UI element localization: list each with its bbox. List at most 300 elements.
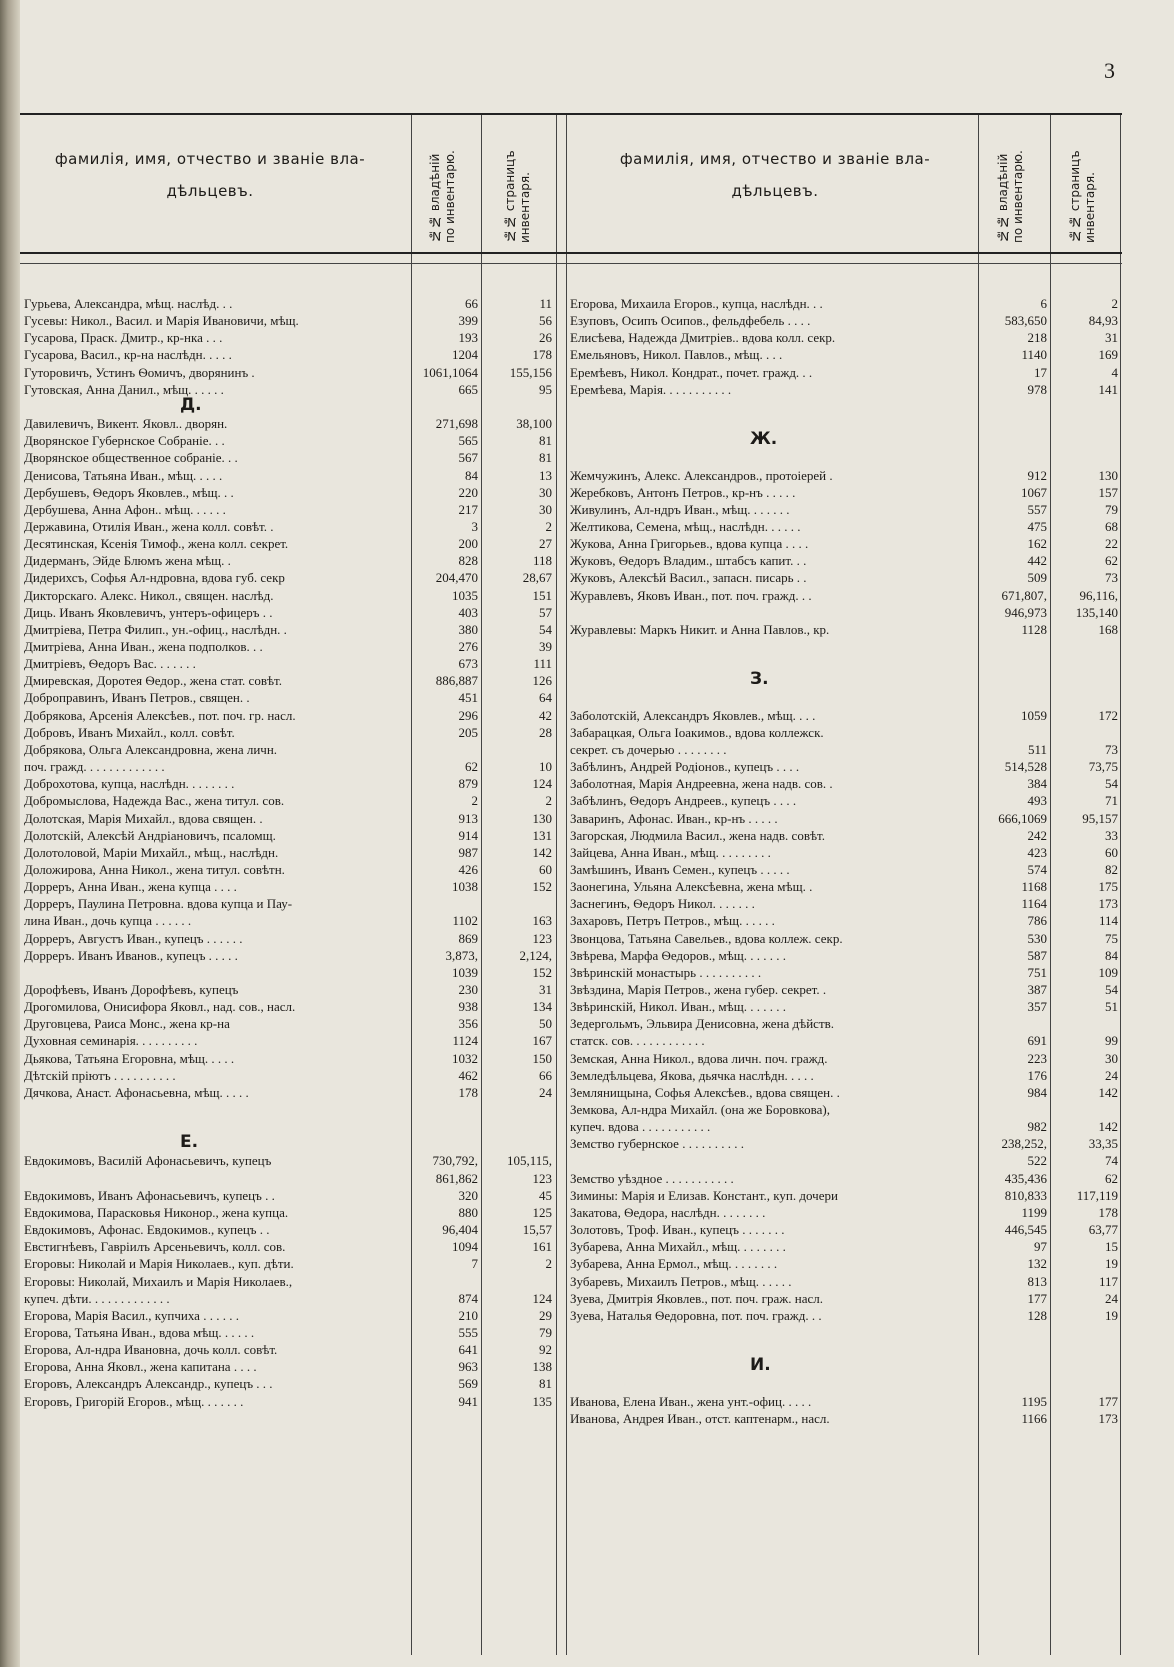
inventory-page-number: 2 (545, 519, 552, 534)
inventory-page-number: 167 (532, 1033, 552, 1048)
inventory-page-number: 2 (1111, 296, 1118, 311)
inventory-page-number: 161 (532, 1239, 552, 1254)
inventory-page-number: 84 (1105, 948, 1118, 963)
property-number: 530 (1027, 931, 1047, 946)
property-number: 399 (458, 313, 478, 328)
property-number: 162 (1027, 536, 1047, 551)
inventory-page-number: 123 (532, 931, 552, 946)
table-row (20, 1118, 1120, 1135)
owner-name: Долотская, Марія Михайл., вдова священ. . (24, 811, 263, 826)
owner-name: Гутовская, Анна Данил., мѣщ. . . . . . (24, 382, 224, 397)
property-number: 913 (458, 811, 478, 826)
inventory-page-number: 178 (1098, 1205, 1118, 1220)
property-number: 978 (1027, 382, 1047, 397)
table-row (20, 312, 1120, 329)
property-number: 178 (458, 1085, 478, 1100)
property-number: 387 (1027, 982, 1047, 997)
property-number: 1032 (452, 1051, 478, 1066)
table-row (20, 912, 1120, 929)
owner-name: Евдокимовъ, Афонас. Евдокимов., купецъ . . (24, 1222, 270, 1237)
table-row (20, 758, 1120, 775)
inventory-page-number: 33 (1105, 828, 1118, 843)
owner-name: Забѣлинъ, Андрей Родіонов., купецъ . . . . (570, 759, 800, 774)
owner-name: Жуковъ, Ѳедоръ Владим., штабсъ капит. . . (570, 553, 807, 568)
table-row (20, 1221, 1120, 1238)
inventory-page-number: 54 (539, 622, 552, 637)
owner-name: Егоровы: Николай и Марія Николаев., куп. дѣти. (24, 1256, 294, 1271)
property-number: 210 (458, 1308, 478, 1323)
inventory-page-number: 142 (532, 845, 552, 860)
owner-name: Дидерихсъ, Софья Ал-ндровна, вдова губ. секр (24, 570, 285, 585)
owner-name: Жеребковъ, Антонъ Петров., кр-нъ . . . . . (570, 485, 796, 500)
property-number: 7 (471, 1256, 478, 1271)
inventory-page-number: 173 (1098, 896, 1118, 911)
property-number: 557 (1027, 502, 1047, 517)
property-number: 861,862 (435, 1171, 478, 1186)
section-letter: Е. (180, 1132, 199, 1152)
owner-name: Емельяновъ, Никол. Павлов., мѣщ. . . . (570, 347, 783, 362)
property-number: 128 (1027, 1308, 1047, 1323)
owner-name: Денисова, Татьяна Иван., мѣщ. . . . . (24, 468, 223, 483)
owner-name: Загорская, Людмила Васил., жена надв. совѣт. (570, 828, 825, 843)
inventory-page-number: 75 (1105, 931, 1118, 946)
property-number: 230 (458, 982, 478, 997)
table-row (20, 587, 1120, 604)
property-number: 2 (471, 793, 478, 808)
inventory-page-number: 163 (532, 913, 552, 928)
inventory-page-number: 142 (1098, 1085, 1118, 1100)
table-row (20, 1307, 1120, 1324)
owner-name: Заболотскій, Александръ Яковлев., мѣщ. . . . (570, 708, 816, 723)
property-number: 193 (458, 330, 478, 345)
table-row (20, 861, 1120, 878)
right-page-column-header: №№ страницъ инвентаря. (1068, 150, 1097, 243)
table-row (20, 1101, 1120, 1118)
table-row (20, 1290, 1120, 1307)
property-number: 912 (1027, 468, 1047, 483)
inventory-page-number: 60 (1105, 845, 1118, 860)
owner-name: Долотоловой, Маріи Михайл., мѣщ., наслѣдн. (24, 845, 279, 860)
table-row (20, 1358, 1120, 1375)
inventory-page-number: 135 (532, 1394, 552, 1409)
inventory-page-number: 117,119 (1076, 1188, 1118, 1203)
inventory-page-number: 45 (539, 1188, 552, 1203)
property-number: 423 (1027, 845, 1047, 860)
property-number: 914 (458, 828, 478, 843)
owner-name: Золотовъ, Троф. Иван., купецъ . . . . . . . (570, 1222, 785, 1237)
table-row (20, 1324, 1120, 1341)
owner-name: Дячкова, Анаст. Афонасьевна, мѣщ. . . . . (24, 1085, 249, 1100)
owner-name: Еремѣевъ, Никол. Кондрат., почет. гражд. . . (570, 365, 813, 380)
table-row (20, 552, 1120, 569)
inventory-page-number: 124 (532, 776, 552, 791)
owner-name: Закатова, Ѳедора, наслѣдн. . . . . . . . (570, 1205, 766, 1220)
property-number: 509 (1027, 570, 1047, 585)
inventory-page-number: 54 (1105, 776, 1118, 791)
table-row (20, 724, 1120, 741)
property-number: 786 (1027, 913, 1047, 928)
table-row (20, 878, 1120, 895)
owner-name: Добромыслова, Надежда Вас., жена титул. сов. (24, 793, 285, 808)
section-letter: Д. (180, 395, 202, 415)
right-name-column-header: фамилія, имя, отчество и званіе вла- дѣльцевъ. (619, 150, 931, 200)
page-binding-edge (0, 0, 20, 1667)
owner-name: Дмитріева, Петра Филип., ун.-офиц., наслѣдн. . (24, 622, 287, 637)
owner-name: Державина, Отилія Иван., жена колл. совѣт. . (24, 519, 274, 534)
owner-name: Зубарева, Анна Михайл., мѣщ. . . . . . . . (570, 1239, 786, 1254)
property-number: 1059 (1021, 708, 1047, 723)
property-number: 493 (1027, 793, 1047, 808)
table-row (20, 604, 1120, 621)
inventory-page-number: 4 (1111, 365, 1118, 380)
inventory-page-number: 130 (532, 811, 552, 826)
table-row (20, 449, 1120, 466)
property-number: 132 (1027, 1256, 1047, 1271)
inventory-page-number: 38,100 (516, 416, 552, 431)
inventory-page-number: 51 (1105, 999, 1118, 1014)
owner-name: Земледѣльцева, Якова, дьячка наслѣдн. . . . . (570, 1068, 814, 1083)
owner-name: Егоровъ, Григорій Егоров., мѣщ. . . . . . . (24, 1394, 244, 1409)
inventory-page-number: 96,116, (1079, 588, 1118, 603)
owners-index-table (20, 113, 1122, 1655)
owner-name: Замѣшинъ, Иванъ Семен., купецъ . . . . . (570, 862, 790, 877)
owner-name: Дмитріева, Анна Иван., жена подполков. . . (24, 639, 263, 654)
property-number: 238,252, (1001, 1136, 1047, 1151)
inventory-page-number: 39 (539, 639, 552, 654)
inventory-page-number: 2 (545, 793, 552, 808)
property-number: 1039 (452, 965, 478, 980)
inventory-page-number: 11 (539, 296, 552, 311)
table-row (20, 1170, 1120, 1187)
property-number: 880 (458, 1205, 478, 1220)
owner-name: Евдокимовъ, Иванъ Афонасьевичъ, купецъ . . (24, 1188, 275, 1203)
property-number: 869 (458, 931, 478, 946)
inventory-page-number: 30 (1105, 1051, 1118, 1066)
property-number: 982 (1027, 1119, 1047, 1134)
property-number: 555 (458, 1325, 478, 1340)
property-number: 296 (458, 708, 478, 723)
property-number: 810,833 (1004, 1188, 1047, 1203)
owner-name: Звѣринскій, Никол. Иван., мѣщ. . . . . . . (570, 999, 786, 1014)
owner-name: Журавлевы: Маркъ Никит. и Анна Павлов., кр. (570, 622, 830, 637)
table-row (20, 827, 1120, 844)
table-row (20, 689, 1120, 706)
property-number: 1199 (1021, 1205, 1047, 1220)
inventory-page-number: 138 (532, 1359, 552, 1374)
property-number: 666,1069 (998, 811, 1047, 826)
inventory-page-number: 81 (539, 1376, 552, 1391)
table-row (20, 964, 1120, 981)
inventory-page-number: 19 (1105, 1308, 1118, 1323)
owner-name: Иванова, Елена Иван., жена унт.-офиц. . . . . (570, 1394, 812, 1409)
owner-name: Звонцова, Татьяна Савельев., вдова коллеж. секр. (570, 931, 843, 946)
owner-name: Зубаревъ, Михаилъ Петров., мѣщ. . . . . . (570, 1274, 792, 1289)
inventory-page-number: 28,67 (522, 570, 552, 585)
inventory-page-number: 27 (539, 536, 552, 551)
inventory-page-number: 10 (539, 759, 552, 774)
inventory-page-number: 31 (1105, 330, 1118, 345)
table-row (20, 346, 1120, 363)
inventory-page-number: 63,77 (1088, 1222, 1118, 1237)
owner-name: Доброхотова, купца, наслѣдн. . . . . . . . (24, 776, 235, 791)
owner-name: Диць. Иванъ Яковлевичъ, унтеръ-офицеръ . . (24, 605, 273, 620)
inventory-page-number: 135,140 (1075, 605, 1118, 620)
owner-name: Еремѣева, Марія. . . . . . . . . . . (570, 382, 732, 397)
table-row (20, 741, 1120, 758)
inventory-page-number: 2,124, (519, 948, 552, 963)
owner-name: Захаровъ, Петръ Петров., мѣщ. . . . . . (570, 913, 775, 928)
owner-name: Духовная семинарія. . . . . . . . . . (24, 1033, 198, 1048)
inventory-page-number: 73 (1105, 742, 1118, 757)
owner-name: Евдокимова, Парасковья Никонор., жена купца. (24, 1205, 289, 1220)
table-row (20, 501, 1120, 518)
owner-name: статск. сов. . . . . . . . . . . . (570, 1033, 705, 1048)
table-row (20, 1084, 1120, 1101)
owner-name: Заболотная, Марія Андреевна, жена надв. сов. . (570, 776, 833, 791)
property-number: 941 (458, 1394, 478, 1409)
property-number: 462 (458, 1068, 478, 1083)
table-row (20, 638, 1120, 655)
owner-name: секрет. съ дочерью . . . . . . . . (570, 742, 727, 757)
property-number: 673 (458, 656, 478, 671)
property-number: 271,698 (435, 416, 478, 431)
property-number: 665 (458, 382, 478, 397)
property-number: 963 (458, 1359, 478, 1374)
inventory-page-number: 131 (532, 828, 552, 843)
property-number: 984 (1027, 1085, 1047, 1100)
table-row (20, 518, 1120, 535)
table-row (20, 1393, 1120, 1410)
owner-name: поч. гражд. . . . . . . . . . . . . (24, 759, 165, 774)
property-number: 218 (1027, 330, 1047, 345)
left-number-column-header: №№ владѣній по инвентарю. (428, 150, 457, 243)
property-number: 204,470 (435, 570, 478, 585)
inventory-page-number: 60 (539, 862, 552, 877)
property-number: 938 (458, 999, 478, 1014)
owner-name: Друговцева, Раиса Монс., жена кр-на (24, 1016, 230, 1031)
owner-name: Долотскій, Алексѣй Андріановичъ, псаломщ. (24, 828, 276, 843)
page-number: 3 (1104, 58, 1115, 83)
owner-name: Егорова, Марія Васил., купчиха . . . . . . (24, 1308, 239, 1323)
inventory-page-number: 81 (539, 450, 552, 465)
owner-name: Дьякова, Татьяна Егоровна, мѣщ. . . . . (24, 1051, 235, 1066)
owner-name: Зайцева, Анна Иван., мѣщ. . . . . . . . . (570, 845, 771, 860)
table-row (20, 535, 1120, 552)
owner-name: Егорова, Ал-ндра Ивановна, дочь колл. совѣт. (24, 1342, 278, 1357)
table-row (20, 707, 1120, 724)
property-number: 176 (1027, 1068, 1047, 1083)
inventory-page-number: 150 (532, 1051, 552, 1066)
property-number: 587 (1027, 948, 1047, 963)
inventory-page-number: 74 (1105, 1153, 1118, 1168)
inventory-page-number: 22 (1105, 536, 1118, 551)
left-page-column-header: №№ страницъ инвентаря. (503, 150, 532, 243)
property-number: 569 (458, 1376, 478, 1391)
inventory-page-number: 33,35 (1088, 1136, 1118, 1151)
property-number: 813 (1027, 1274, 1047, 1289)
owner-name: Дмитріевъ, Ѳедоръ Вас. . . . . . . (24, 656, 196, 671)
table-row (20, 621, 1120, 638)
table-row (20, 1255, 1120, 1272)
property-number: 276 (458, 639, 478, 654)
inventory-page-number: 130 (1098, 468, 1118, 483)
inventory-page-number: 57 (539, 605, 552, 620)
inventory-page-number: 152 (532, 965, 552, 980)
inventory-page-number: 123 (532, 1171, 552, 1186)
owner-name: Земкова, Ал-ндра Михайл. (она же Боровкова), (570, 1102, 830, 1117)
inventory-page-number: 73 (1105, 570, 1118, 585)
property-number: 403 (458, 605, 478, 620)
property-number: 1094 (452, 1239, 478, 1254)
inventory-page-number: 19 (1105, 1256, 1118, 1271)
inventory-page-number: 109 (1098, 965, 1118, 980)
table-row (20, 775, 1120, 792)
owner-name: Забѣлинъ, Ѳедоръ Андреев., купецъ . . . . (570, 793, 797, 808)
property-number: 66 (465, 296, 478, 311)
inventory-page-number: 79 (539, 1325, 552, 1340)
inventory-page-number: 24 (1105, 1068, 1118, 1083)
inventory-page-number: 26 (539, 330, 552, 345)
inventory-page-number: 177 (1098, 1394, 1118, 1409)
property-number: 3,873, (445, 948, 478, 963)
section-letter: И. (750, 1355, 771, 1375)
owner-name: Земство губернское . . . . . . . . . . (570, 1136, 744, 1151)
owner-name: Жукова, Анна Григорьев., вдова купца . . . . (570, 536, 809, 551)
inventory-page-number: 168 (1098, 622, 1118, 637)
property-number: 1102 (452, 913, 478, 928)
owner-name: Дворянское общественное собраніе. . . (24, 450, 238, 465)
owner-name: Дорреръ, Августъ Иван., купецъ . . . . . . (24, 931, 243, 946)
table-row (20, 295, 1120, 312)
inventory-page-number: 124 (532, 1291, 552, 1306)
owner-name: Дорреръ, Анна Иван., жена купца . . . . (24, 879, 237, 894)
owner-name: Желтикова, Семена, мѣщ., наслѣдн. . . . . . (570, 519, 801, 534)
property-number: 62 (465, 759, 478, 774)
property-number: 886,887 (435, 673, 478, 688)
table-row (20, 844, 1120, 861)
table-row (20, 1410, 1120, 1427)
inventory-page-number: 172 (1098, 708, 1118, 723)
owner-name: Гуторовичъ, Устинъ Ѳомичъ, дворянинъ . (24, 365, 255, 380)
inventory-page-number: 24 (1105, 1291, 1118, 1306)
owner-name: Гусарова, Праск. Дмитр., кр-нка . . . (24, 330, 223, 345)
property-number: 426 (458, 862, 478, 877)
section-letter: З. (750, 669, 769, 689)
property-number: 435,436 (1004, 1171, 1047, 1186)
inventory-page-number: 31 (539, 982, 552, 997)
inventory-page-number: 71 (1105, 793, 1118, 808)
inventory-page-number: 64 (539, 690, 552, 705)
table-row (20, 1067, 1120, 1084)
owner-name: Егорова, Михаила Егоров., купца, наслѣдн. . . (570, 296, 823, 311)
inventory-page-number: 126 (532, 673, 552, 688)
property-number: 574 (1027, 862, 1047, 877)
owner-name: Зуева, Дмитрія Яковлев., пот. поч. граж. насл. (570, 1291, 823, 1306)
inventory-page-number: 134 (532, 999, 552, 1014)
table-row (20, 467, 1120, 484)
header-rule (20, 252, 1122, 254)
owner-name: Жуковъ, Алексѣй Васил., запасн. писарь . . (570, 570, 807, 585)
owner-name: Зимины: Марія и Елизав. Констант., куп. дочери (570, 1188, 838, 1203)
owner-name: Зубарева, Анна Ермол., мѣщ. . . . . . . . (570, 1256, 778, 1271)
inventory-page-number: 92 (539, 1342, 552, 1357)
inventory-page-number: 125 (532, 1205, 552, 1220)
owner-name: Добровъ, Иванъ Михайл., колл. совѣт. (24, 725, 235, 740)
table-row (20, 415, 1120, 432)
owner-name: Добрякова, Арсенія Алексѣев., пот. поч. гр. насл. (24, 708, 296, 723)
property-number: 565 (458, 433, 478, 448)
owner-name: Гусарова, Васил., кр-на наслѣдн. . . . . (24, 347, 232, 362)
owner-name: Дворянское Губернское Собраніе. . . (24, 433, 225, 448)
inventory-page-number: 111 (533, 656, 552, 671)
owner-name: Дѣтскій пріютъ . . . . . . . . . . (24, 1068, 176, 1083)
property-number: 1124 (452, 1033, 478, 1048)
table-row (20, 364, 1120, 381)
owner-name: Земство уѣздное . . . . . . . . . . . (570, 1171, 734, 1186)
property-number: 3 (471, 519, 478, 534)
table-row (20, 1015, 1120, 1032)
property-number: 1067 (1021, 485, 1047, 500)
property-number: 511 (1027, 742, 1047, 757)
owner-name: Егорова, Татьяна Иван., вдова мѣщ. . . . . . (24, 1325, 255, 1340)
table-row (20, 1152, 1120, 1169)
property-number: 1035 (452, 588, 478, 603)
property-number: 217 (458, 502, 478, 517)
table-row (20, 381, 1120, 398)
inventory-page-number: 118 (532, 553, 552, 568)
inventory-page-number: 169 (1098, 347, 1118, 362)
owner-name: Живулинъ, Ал-ндръ Иван., мѣщ. . . . . . . (570, 502, 790, 517)
owner-name: Егоровъ, Александръ Александр., купецъ . . . (24, 1376, 273, 1391)
owner-name: лина Иван., дочь купца . . . . . . (24, 913, 192, 928)
inventory-page-number: 114 (1098, 913, 1118, 928)
owner-name: Дмиревская, Доротея Ѳедор., жена стат. совѣт. (24, 673, 282, 688)
property-number: 6 (1040, 296, 1047, 311)
inventory-page-number: 105,115, (506, 1153, 552, 1168)
owner-name: Евстигнѣевъ, Гавріилъ Арсеньевичъ, колл. сов. (24, 1239, 286, 1254)
property-number: 356 (458, 1016, 478, 1031)
owner-name: Егоровы: Николай, Михаилъ и Марія Николаев., (24, 1274, 293, 1289)
property-number: 380 (458, 622, 478, 637)
table-row (20, 1135, 1120, 1152)
property-number: 384 (1027, 776, 1047, 791)
table-row (20, 329, 1120, 346)
property-number: 1204 (452, 347, 478, 362)
property-number: 220 (458, 485, 478, 500)
owner-name: Журавлевъ, Яковъ Иван., пот. поч. гражд. . . (570, 588, 812, 603)
inventory-page-number: 73,75 (1088, 759, 1118, 774)
property-number: 987 (458, 845, 478, 860)
property-number: 1164 (1021, 896, 1047, 911)
owner-name: Звѣрева, Марфа Ѳедоров., мѣщ. . . . . . . (570, 948, 787, 963)
table-row (20, 810, 1120, 827)
inventory-page-number: 30 (539, 485, 552, 500)
inventory-page-number: 15,57 (522, 1222, 552, 1237)
left-name-column-header: фамилія, имя, отчество и званіе вла- дѣльцевъ. (54, 150, 366, 200)
owner-name: Забарацкая, Ольга Іоакимов., вдова коллежск. (570, 725, 824, 740)
property-number: 84 (465, 468, 478, 483)
owner-name: Доложирова, Анна Никол., жена титул. совѣтн. (24, 862, 285, 877)
inventory-page-number: 30 (539, 502, 552, 517)
table-row (20, 655, 1120, 672)
property-number: 1195 (1021, 1394, 1047, 1409)
table-row (20, 569, 1120, 586)
property-number: 357 (1027, 999, 1047, 1014)
section-letter: Ж. (750, 429, 778, 449)
property-number: 522 (1027, 1153, 1047, 1168)
property-number: 320 (458, 1188, 478, 1203)
inventory-page-number: 68 (1105, 519, 1118, 534)
